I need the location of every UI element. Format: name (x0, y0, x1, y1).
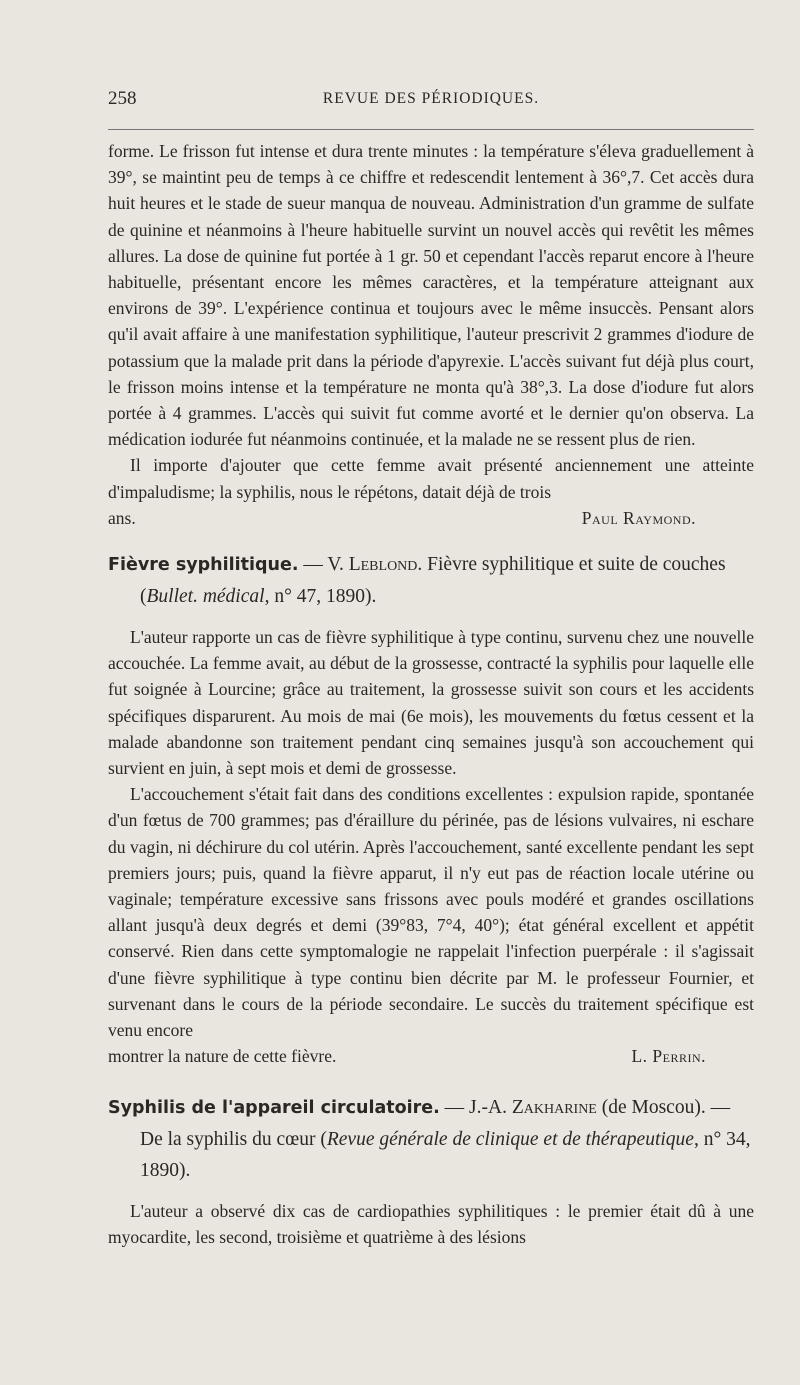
page-header (108, 88, 754, 114)
article2-title-rest: . Fièvre syphilitique et suite de couches ( (140, 554, 726, 608)
article2-author: Leblond (348, 554, 418, 576)
article1-paragraph1: forme. Le frisson fut intense et dura trente minutes : la température s'éleva graduellement à 39°, se maintint peu de temps à ce chiffre et redescendit lentement à 36°,7. Cet accès dura huit heures et le stade de sueur manqua de nouveau. Administration d'un gramme de sulfate de quinine et néanmoins à l'heure habituelle survint un nouvel accès qui revêtit les mêmes allures. La dose de quinine fut portée à 1 gr. 50 et cependant l'accès reparut encore à l'heure habituelle, présentant encore les mêmes caractères, et la température atteignant aux environs de 39°. L'expérience continua et toujours avec le même insuccès. Pensant alors qu'il avait affaire à une manifestation syphilitique, l'auteur prescrivit 2 grammes d'iodure de potassium que la malade prit dans la période d'apyrexie. L'accès suivant fut déjà plus court, le frisson moins intense et la température ne monta qu'à 38°,3. La dose d'iodure fut alors portée à 4 grammes. L'accès qui suivit fut comme avorté et le dernier qu'on observa. La médication iodurée fut néanmoins continuée, et la malade ne se ressent plus de rien. (108, 141, 754, 450)
article2-signature: L. Perrin. (631, 1046, 706, 1067)
article1-last-word: ans. (108, 507, 136, 528)
running-title: REVUE DES PÉRIODIQUES. (322, 90, 540, 107)
article2-journal: Bullet. médical (146, 586, 265, 608)
body-text (108, 138, 754, 1250)
article1-paragraph2: Il importe d'ajouter que cette femme avait présenté anciennement une atteinte d'impaludisme; la syphilis, nous le répétons, datait déjà de trois (108, 455, 754, 502)
article3-author: Zakharine (511, 1096, 597, 1118)
article3-journal: Revue générale de clinique et de thérapeutique (326, 1128, 694, 1150)
article1-signature: Paul Raymond. (581, 507, 696, 528)
article2-title: Fièvre syphilitique. (108, 555, 299, 576)
article2-last-line: montrer la nature de cette fièvre. (108, 1046, 337, 1067)
article3-paragraph1: L'auteur a observé dix cas de cardiopathies syphilitiques : le premier était dû à une myocardite, les second, troisième et quatrième à des lésions (108, 1200, 754, 1247)
article2-ref: , n° 47, 1890). (264, 586, 377, 608)
article3-title: Syphilis de l'appareil circulatoire. (108, 1097, 440, 1118)
article2-dash: — V. (303, 554, 349, 576)
article1-signature-line (108, 505, 754, 531)
article3-dash: — J.-A. (439, 1096, 512, 1118)
article2-heading (108, 549, 754, 612)
header-rule (108, 129, 754, 130)
page-number: 258 (108, 88, 137, 109)
article3-heading (108, 1092, 754, 1186)
article2-signature-line (108, 1043, 754, 1069)
article2-paragraph2: L'accouchement s'était fait dans des conditions excellentes : expulsion rapide, spontanée d'un fœtus de 700 grammes; pas d'éraillure du périnée, pas de lésions vulvaires, ni eschare du vagin, ni déchirure du col utérin. Après l'accouchement, santé excellente pendant les sept premiers jours; puis, quand la fièvre apparut, il n'y eut pas de réaction locale utérine ou vaginale; température excessive sans frissons avec pouls modéré et grandes oscillations allant jusqu'à deux degrés et demi (39°83, 7°4, 40°); état général excellent et appétit conservé. Rien dans cette symptomalogie ne rappelait l'infection puerpérale : il s'agissait d'une fièvre syphilitique à type continu bien décrite par M. le professeur Fournier, et survenant dans le cours de la période secondaire. Le succès du traitement spécifique est venu encore (108, 784, 754, 1041)
article3-title-rest: (de Moscou). — De la syphilis du cœur ( (140, 1096, 731, 1150)
article3-ref: , n° 34, 1890). (140, 1128, 751, 1181)
article2-paragraph1: L'auteur rapporte un cas de fièvre syphilitique à type continu, survenu chez une nouvelle accouchée. La femme avait, au début de la grossesse, contracté la syphilis pour laquelle elle fut soignée à Lourcine; grâce au traitement, la grossesse suivit son cours et les accidents spécifiques disparurent. Au mois de mai (6e mois), les mouvements du fœtus cessent et la malade abandonne son traitement pendant cinq semaines jusqu'à son accouchement qui survient en juin, à sept mois et demi de grossesse. (108, 627, 754, 779)
